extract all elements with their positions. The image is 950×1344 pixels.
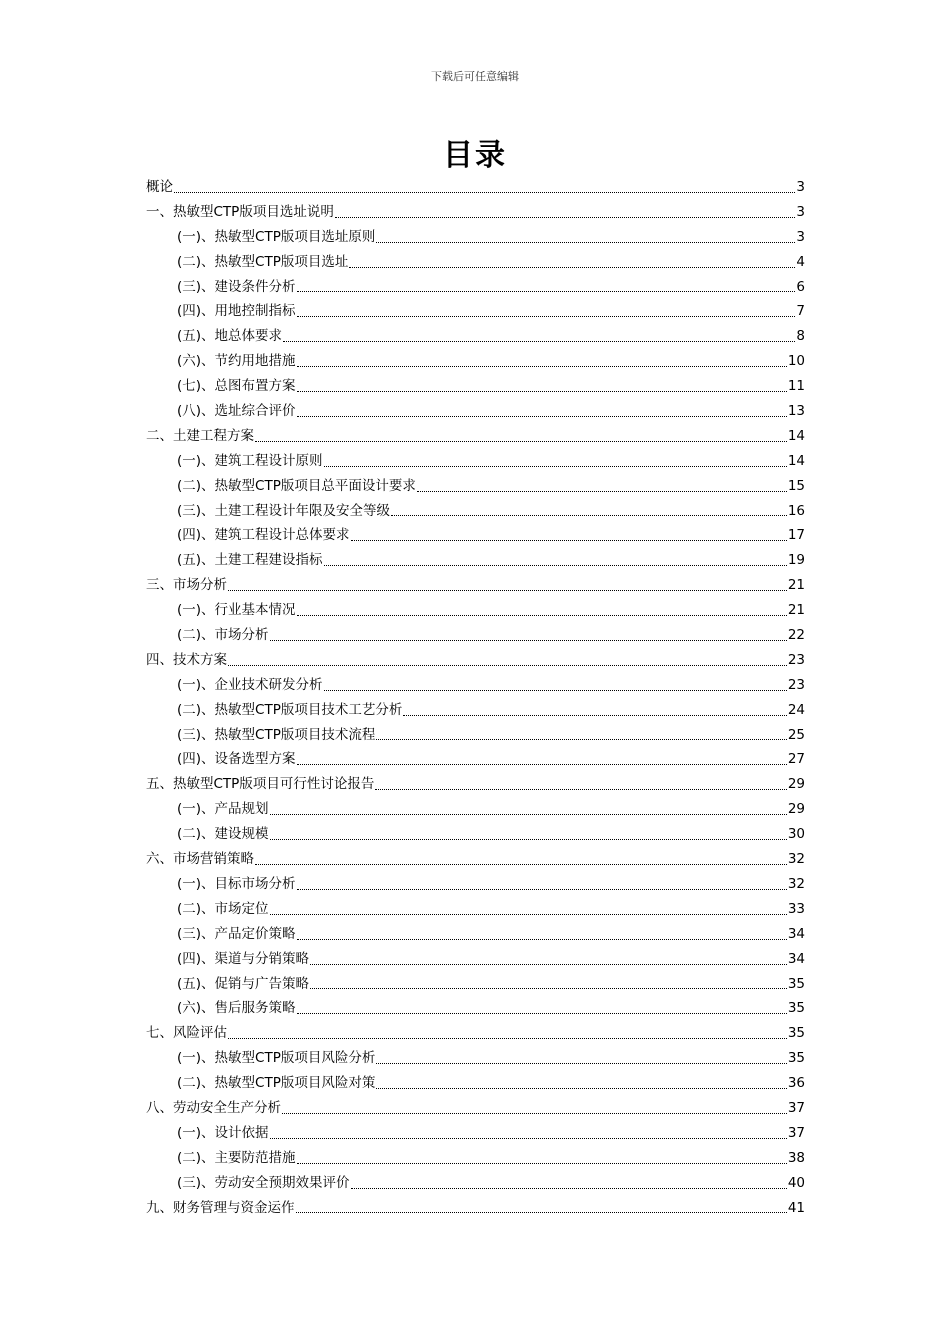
toc-entry-label: (二)、建设规模 <box>177 826 269 843</box>
toc-entry-page: 14 <box>787 427 805 444</box>
toc-entry[interactable] <box>146 1071 805 1096</box>
toc-dot-leader <box>351 540 787 541</box>
toc-entry-label: 八、劳动安全生产分析 <box>146 1099 281 1116</box>
toc-dot-leader <box>417 491 787 492</box>
toc-entry-label: 一、热敏型CTP版项目选址说明 <box>146 203 334 220</box>
toc-entry-page: 19 <box>787 552 805 569</box>
toc-entry[interactable] <box>146 972 805 997</box>
toc-dot-leader <box>403 715 786 716</box>
toc-entry[interactable] <box>146 1171 805 1196</box>
toc-entry[interactable] <box>146 1146 805 1171</box>
toc-entry-label: 三、市场分析 <box>146 577 227 594</box>
toc-entry-label: 二、土建工程方案 <box>146 427 254 444</box>
toc-entry-page: 35 <box>787 1050 805 1067</box>
table-of-contents <box>146 175 805 1220</box>
toc-entry-page: 35 <box>787 1000 805 1017</box>
toc-entry-label: (一)、产品规划 <box>177 801 269 818</box>
toc-entry[interactable] <box>146 324 805 349</box>
toc-entry-page: 29 <box>787 801 805 818</box>
toc-entry-page: 32 <box>787 851 805 868</box>
toc-dot-leader <box>255 441 787 442</box>
toc-entry-label: (三)、产品定价策略 <box>177 925 296 942</box>
toc-dot-leader <box>228 665 787 666</box>
toc-entry-label: (一)、目标市场分析 <box>177 875 296 892</box>
toc-dot-leader <box>270 1138 787 1139</box>
toc-entry-label: 四、技术方案 <box>146 651 227 668</box>
toc-entry[interactable] <box>146 449 805 474</box>
toc-dot-leader <box>297 889 787 890</box>
toc-dot-leader <box>297 316 796 317</box>
toc-entry-label: 概论 <box>146 179 173 195</box>
toc-entry-label: (二)、热敏型CTP版项目风险对策 <box>177 1075 376 1092</box>
toc-dot-leader <box>255 864 787 865</box>
toc-entry-page: 37 <box>787 1099 805 1116</box>
toc-entry-page: 21 <box>787 602 805 619</box>
toc-entry-label: (四)、建筑工程设计总体要求 <box>177 527 350 544</box>
toc-entry[interactable] <box>146 424 805 449</box>
toc-dot-leader <box>335 217 796 218</box>
toc-entry-label: (六)、节约用地措施 <box>177 353 296 370</box>
toc-entry[interactable] <box>146 349 805 374</box>
toc-entry-page: 21 <box>787 577 805 594</box>
toc-entry-page: 11 <box>787 378 805 395</box>
toc-entry-page: 32 <box>787 875 805 892</box>
toc-entry[interactable] <box>146 573 805 598</box>
toc-entry-label: (一)、建筑工程设计原则 <box>177 452 323 469</box>
toc-dot-leader <box>310 988 787 989</box>
toc-entry-page: 6 <box>796 278 805 295</box>
toc-entry-page: 27 <box>787 751 805 768</box>
toc-dot-leader <box>297 416 787 417</box>
toc-entry-label: (二)、主要防范措施 <box>177 1149 296 1166</box>
toc-entry-label: (三)、土建工程设计年限及安全等级 <box>177 502 391 519</box>
toc-entry-page: 24 <box>787 701 805 718</box>
toc-dot-leader <box>310 964 787 965</box>
toc-dot-leader <box>351 1188 787 1189</box>
toc-entry[interactable] <box>146 225 805 250</box>
toc-entry-label: 七、风险评估 <box>146 1025 227 1042</box>
toc-entry-page: 8 <box>796 328 805 345</box>
toc-dot-leader <box>270 839 787 840</box>
toc-dot-leader <box>297 291 796 292</box>
toc-dot-leader <box>324 565 787 566</box>
toc-dot-leader <box>376 1063 786 1064</box>
toc-entry-label: (一)、热敏型CTP版项目风险分析 <box>177 1050 376 1067</box>
toc-dot-leader <box>228 1038 787 1039</box>
toc-entry-page: 13 <box>787 403 805 420</box>
toc-entry[interactable] <box>146 1046 805 1071</box>
toc-entry[interactable] <box>146 548 805 573</box>
toc-entry-page: 33 <box>787 900 805 917</box>
toc-entry-page: 14 <box>787 452 805 469</box>
toc-entry-page: 23 <box>787 651 805 668</box>
toc-dot-leader <box>270 914 787 915</box>
toc-dot-leader <box>376 739 786 740</box>
toc-entry-label: (五)、促销与广告策略 <box>177 975 310 992</box>
toc-entry[interactable] <box>146 399 805 424</box>
toc-entry-page: 34 <box>787 925 805 942</box>
toc-entry-label: (六)、售后服务策略 <box>177 1000 296 1017</box>
toc-entry-page: 40 <box>787 1174 805 1191</box>
toc-dot-leader <box>324 690 787 691</box>
toc-entry[interactable] <box>146 598 805 623</box>
toc-entry[interactable] <box>146 523 805 548</box>
toc-entry[interactable] <box>146 299 805 324</box>
toc-entry-page: 35 <box>787 1025 805 1042</box>
toc-entry-page: 7 <box>796 303 805 320</box>
toc-entry-label: (八)、选址综合评价 <box>177 403 296 420</box>
toc-entry[interactable] <box>146 872 805 897</box>
toc-dot-leader <box>349 267 795 268</box>
toc-entry-label: 六、市场营销策略 <box>146 851 254 868</box>
toc-entry[interactable] <box>146 723 805 748</box>
toc-entry-page: 10 <box>787 353 805 370</box>
toc-dot-leader <box>297 1163 787 1164</box>
toc-entry[interactable] <box>146 275 805 300</box>
toc-entry-page: 3 <box>796 179 805 195</box>
toc-entry-page: 22 <box>787 627 805 644</box>
toc-entry[interactable] <box>146 648 805 673</box>
toc-entry-label: (二)、热敏型CTP版项目选址 <box>177 253 349 270</box>
toc-entry[interactable] <box>146 847 805 872</box>
toc-dot-leader <box>324 466 787 467</box>
toc-entry[interactable] <box>146 897 805 922</box>
toc-dot-leader <box>174 192 795 193</box>
toc-entry[interactable] <box>146 996 805 1021</box>
toc-entry[interactable] <box>146 623 805 648</box>
toc-dot-leader <box>297 615 787 616</box>
toc-entry-page: 3 <box>796 228 805 245</box>
page-title: 目录 <box>443 138 507 173</box>
toc-entry-page: 3 <box>796 203 805 220</box>
toc-entry-label: (一)、热敏型CTP版项目选址原则 <box>177 228 376 245</box>
toc-dot-leader <box>297 939 787 940</box>
toc-entry[interactable] <box>146 822 805 847</box>
toc-entry[interactable] <box>146 1021 805 1046</box>
toc-entry-label: (二)、市场定位 <box>177 900 269 917</box>
toc-dot-leader <box>391 515 787 516</box>
toc-dot-leader <box>297 764 787 765</box>
toc-entry-page: 37 <box>787 1124 805 1141</box>
toc-entry-label: (五)、地总体要求 <box>177 328 283 345</box>
toc-dot-leader <box>228 590 787 591</box>
toc-entry-label: 九、财务管理与资金运作 <box>146 1199 295 1216</box>
toc-entry[interactable] <box>146 1121 805 1146</box>
toc-entry-label: (二)、热敏型CTP版项目技术工艺分析 <box>177 701 403 718</box>
toc-entry-page: 4 <box>796 253 805 270</box>
toc-entry-page: 30 <box>787 826 805 843</box>
toc-entry[interactable] <box>146 1196 805 1221</box>
toc-entry-label: (二)、热敏型CTP版项目总平面设计要求 <box>177 477 416 494</box>
toc-dot-leader <box>283 341 795 342</box>
toc-entry[interactable] <box>146 374 805 399</box>
header-note: 下载后可任意编辑 <box>431 70 519 83</box>
toc-entry[interactable] <box>146 175 805 200</box>
toc-entry-label: (五)、土建工程建设指标 <box>177 552 323 569</box>
toc-entry-page: 36 <box>787 1075 805 1092</box>
toc-dot-leader <box>375 789 786 790</box>
toc-entry[interactable] <box>146 947 805 972</box>
toc-dot-leader <box>270 814 787 815</box>
toc-entry[interactable] <box>146 747 805 772</box>
toc-entry-page: 25 <box>787 726 805 743</box>
toc-entry-page: 38 <box>787 1149 805 1166</box>
toc-entry[interactable] <box>146 200 805 225</box>
toc-entry-label: (四)、渠道与分销策略 <box>177 950 310 967</box>
toc-entry[interactable] <box>146 922 805 947</box>
toc-entry-label: (四)、设备选型方案 <box>177 751 296 768</box>
toc-entry[interactable] <box>146 797 805 822</box>
toc-dot-leader <box>376 1088 786 1089</box>
toc-entry-label: (四)、用地控制指标 <box>177 303 296 320</box>
toc-dot-leader <box>297 1013 787 1014</box>
toc-entry[interactable] <box>146 1096 805 1121</box>
toc-entry-label: (一)、设计依据 <box>177 1124 269 1141</box>
toc-entry-page: 29 <box>787 776 805 793</box>
toc-entry-page: 23 <box>787 676 805 693</box>
toc-entry[interactable] <box>146 250 805 275</box>
toc-entry[interactable] <box>146 772 805 797</box>
toc-entry-label: (三)、建设条件分析 <box>177 278 296 295</box>
toc-dot-leader <box>297 366 787 367</box>
toc-dot-leader <box>376 242 795 243</box>
toc-dot-leader <box>297 391 787 392</box>
toc-entry-label: (二)、市场分析 <box>177 627 269 644</box>
toc-entry-label: (三)、劳动安全预期效果评价 <box>177 1174 350 1191</box>
toc-entry-label: (一)、行业基本情况 <box>177 602 296 619</box>
toc-entry-page: 16 <box>787 502 805 519</box>
toc-dot-leader <box>296 1212 787 1213</box>
toc-dot-leader <box>282 1113 787 1114</box>
toc-entry-page: 17 <box>787 527 805 544</box>
toc-entry-label: (七)、总图布置方案 <box>177 378 296 395</box>
toc-entry-label: 五、热敏型CTP版项目可行性讨论报告 <box>146 776 375 793</box>
toc-dot-leader <box>270 640 787 641</box>
toc-entry-page: 34 <box>787 950 805 967</box>
toc-entry[interactable] <box>146 474 805 499</box>
toc-entry-page: 35 <box>787 975 805 992</box>
toc-entry-label: (一)、企业技术研发分析 <box>177 676 323 693</box>
toc-entry-label: (三)、热敏型CTP版项目技术流程 <box>177 726 376 743</box>
toc-entry[interactable] <box>146 698 805 723</box>
toc-entry-page: 15 <box>787 477 805 494</box>
toc-entry[interactable] <box>146 499 805 524</box>
toc-entry-page: 41 <box>787 1199 805 1216</box>
toc-entry[interactable] <box>146 673 805 698</box>
